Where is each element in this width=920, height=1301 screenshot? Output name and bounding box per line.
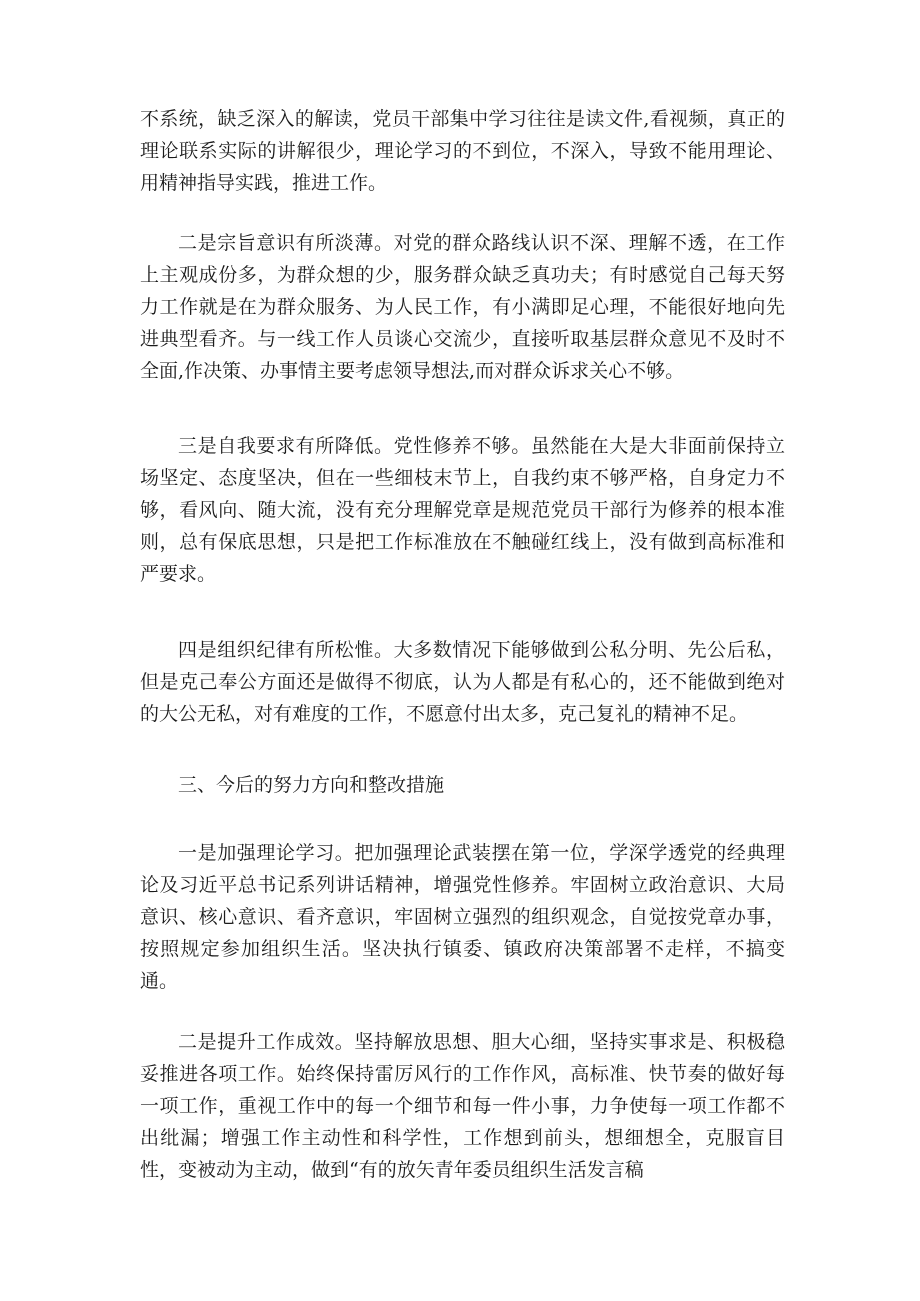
paragraph-4: 四是组织纪律有所松惟。大多数情况下能够做到公私分明、先公后私，但是克己奉公方面还是做得不彻底，认为人都是有私心的，还不能做到绝对的大公无私，对有难度的工作，不愿意付出太多，克己复礼的精神不足。 [140, 639, 785, 725]
paragraph-6: 二是提升工作成效。坚持解放思想、胆大心细，坚持实事求是、积极稳妥推进各项工作。始终保持雷厉风行的工作作风，高标准、快节奏的做好每一项工作，重视工作中的每一个细节和每一件小事，力争使每一项工作都不出纰漏；增强工作主动性和科学性，工作想到前头，想细想全，克服盲目性，变被动为主动，做到“有的放矢青年委员组织生活发言稿 [140, 1031, 785, 1181]
section-heading: 三、今后的努力方向和整改措施 [178, 774, 445, 796]
paragraph-3: 三是自我要求有所降低。党性修养不够。虽然能在大是大非面前保持立场坚定、态度坚决，但在一些细枝末节上，自我约束不够严格，自身定力不够，看风向、随大流，没有充分理解党章是规范党员干部行为修养的根本准则，总有保底思想，只是把工作标准放在不触碰红线上，没有做到高标准和严要求。 [140, 435, 785, 585]
paragraph-5: 一是加强理论学习。把加强理论武装摆在第一位，学深学透党的经典理论及习近平总书记系列讲话精神，增强党性修养。牢固树立政治意识、大局意识、核心意识、看齐意识，牢固树立强烈的组织观念，自觉按党章办事，按照规定参加组织生活。坚决执行镇委、镇政府决策部署不走样，不搞变通。 [140, 842, 785, 992]
paragraph-1: 不系统，缺乏深入的解读，党员干部集中学习往往是读文件,看视频，真正的理论联系实际的讲解很少，理论学习的不到位，不深入，导致不能用理论、用精神指导实践，推进工作。 [140, 108, 785, 194]
paragraph-2: 二是宗旨意识有所淡薄。对党的群众路线认识不深、理解不透，在工作上主观成份多，为群众想的少，服务群众缺乏真功夫；有时感觉自己每天努力工作就是在为群众服务、为人民工作，有小满即足心理，不能很好地向先进典型看齐。与一线工作人员谈心交流少，直接听取基层群众意见不及时不全面,作决策、办事情主要考虑领导想法,而对群众诉求关心不够。 [140, 232, 785, 382]
